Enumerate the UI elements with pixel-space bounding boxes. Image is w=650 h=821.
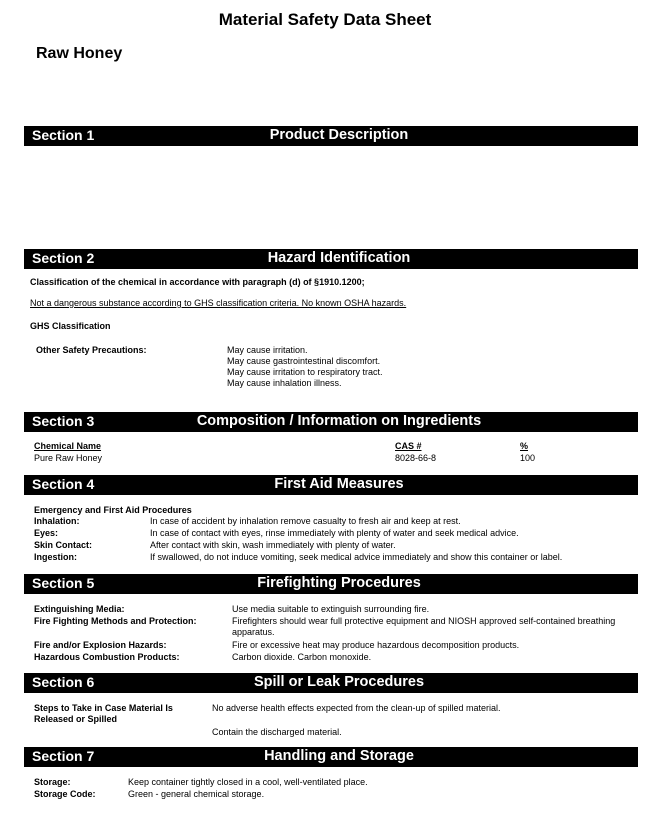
section-4-title: First Aid Measures <box>274 476 404 492</box>
precaution-item: May cause irritation to respiratory tract. <box>227 367 383 377</box>
section-7-number: Section 7 <box>32 748 95 764</box>
firefighting-label: Extinguishing Media: <box>34 604 125 614</box>
product-name: Raw Honey <box>36 45 123 62</box>
storage-label: Storage: <box>34 777 71 787</box>
firefighting-label: Hazardous Combustion Products: <box>34 652 180 662</box>
firefighting-text: Use media suitable to extinguish surrounding fire. <box>232 604 430 614</box>
section-1-number: Section 1 <box>32 127 95 143</box>
precaution-item: May cause inhalation illness. <box>227 378 342 388</box>
spill-text: Contain the discharged material. <box>212 727 342 737</box>
ingredient-name: Pure Raw Honey <box>34 453 103 463</box>
section-5-title: Firefighting Procedures <box>257 575 421 591</box>
first-aid-text: In case of contact with eyes, rinse immediately with plenty of water and seek medical advice. <box>150 528 519 538</box>
storage-text: Keep container tightly closed in a cool, well-ventilated place. <box>128 777 368 787</box>
column-header-percent: % <box>520 441 529 451</box>
column-header-cas: CAS # <box>395 441 422 451</box>
section-4-header <box>24 475 638 495</box>
spill-text: No adverse health effects expected from the clean-up of spilled material. <box>212 703 501 713</box>
firefighting-text: Fire or excessive heat may produce hazardous decomposition products. <box>232 640 520 650</box>
firefighting-text: Firefighters should wear full protective equipment and NIOSH approved self-contained breathing apparatus. <box>232 616 616 637</box>
section-1-header <box>24 126 638 146</box>
first-aid-label: Eyes: <box>34 528 59 538</box>
section-5-header <box>24 574 638 594</box>
firefighting-label: Fire Fighting Methods and Protection: <box>34 616 197 626</box>
other-precautions-label: Other Safety Precautions: <box>36 345 147 355</box>
section-6-number: Section 6 <box>32 674 95 690</box>
precaution-item: May cause irritation. <box>227 345 308 355</box>
section-2-title: Hazard Identification <box>267 250 411 266</box>
section-2-number: Section 2 <box>32 250 95 266</box>
first-aid-label: Inhalation: <box>34 516 80 526</box>
section-6-title: Spill or Leak Procedures <box>253 674 425 690</box>
first-aid-label: Skin Contact: <box>34 540 93 550</box>
section-3-number: Section 3 <box>32 413 95 429</box>
ingredient-cas: 8028-66-8 <box>395 453 437 463</box>
section-5-number: Section 5 <box>32 575 95 591</box>
section-1-title: Product Description <box>269 127 409 143</box>
section-2-header <box>24 249 638 269</box>
ingredient-percent: 100 <box>520 453 536 463</box>
column-header-chemical-name: Chemical Name <box>34 441 102 451</box>
spill-label: Steps to Take in Case Material Is Released or Spilled <box>34 703 173 724</box>
storage-code-text: Green - general chemical storage. <box>128 789 265 799</box>
section-7-header <box>24 747 638 767</box>
document-title: Material Safety Data Sheet <box>218 10 432 29</box>
section-6-header <box>24 673 638 693</box>
first-aid-text: After contact with skin, wash immediately with plenty of water. <box>150 540 396 550</box>
firefighting-text: Carbon dioxide. Carbon monoxide. <box>232 652 372 662</box>
first-aid-heading: Emergency and First Aid Procedures <box>34 505 192 515</box>
section-3-title: Composition / Information on Ingredients <box>196 413 482 429</box>
first-aid-text: If swallowed, do not induce vomiting, seek medical advice immediately and show this container or label. <box>150 552 563 562</box>
classification-heading: Classification of the chemical in accordance with paragraph (d) of §1910.1200; <box>30 277 365 287</box>
precaution-item: May cause gastrointestinal discomfort. <box>227 356 381 366</box>
section-3-header <box>24 412 638 432</box>
firefighting-label: Fire and/or Explosion Hazards: <box>34 640 167 650</box>
storage-code-label: Storage Code: <box>34 789 96 799</box>
ghs-heading: GHS Classification <box>30 321 111 331</box>
section-7-title: Handling and Storage <box>264 748 414 764</box>
first-aid-label: Ingestion: <box>34 552 77 562</box>
first-aid-text: In case of accident by inhalation remove casualty to fresh air and keep at rest. <box>150 516 461 526</box>
section-4-number: Section 4 <box>32 476 95 492</box>
classification-text: Not a dangerous substance according to GHS classification criteria. No known OSHA hazards. <box>30 298 407 308</box>
